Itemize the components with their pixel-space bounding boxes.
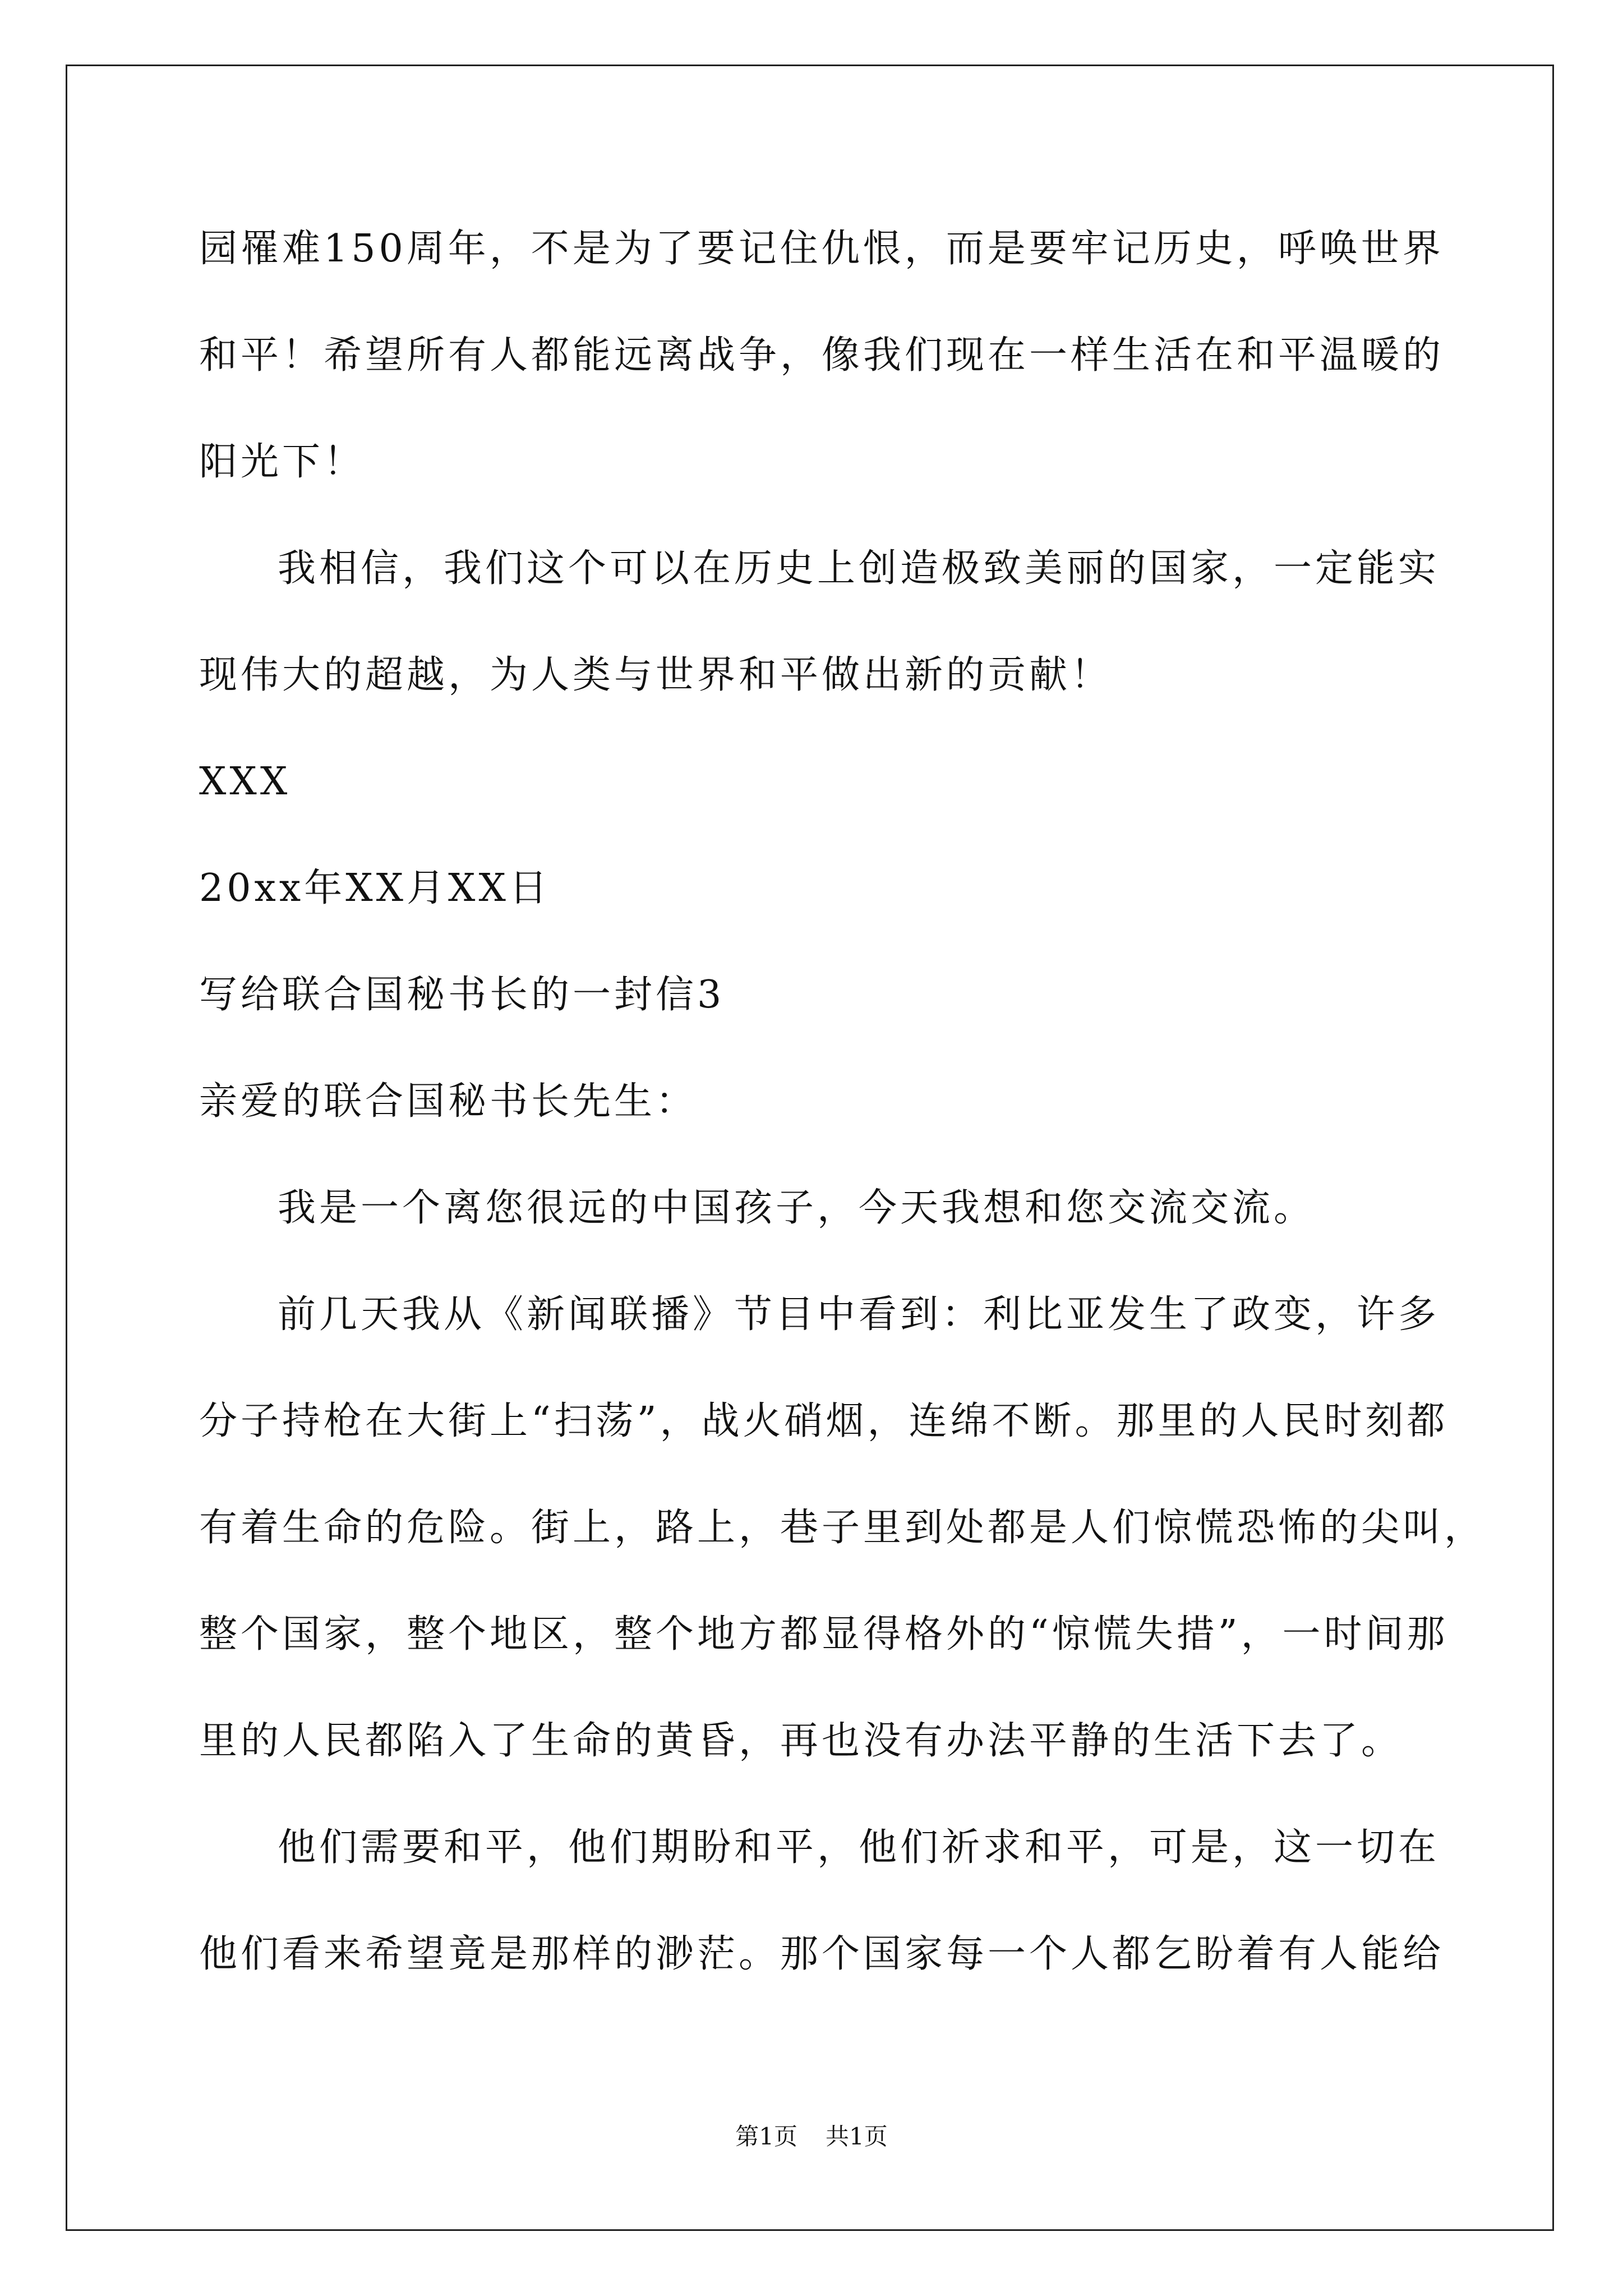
text-line: 里的人民都陷入了生命的黄昏，再也没有办法平静的生活下去了。 xyxy=(199,1719,1403,1763)
text-line: 园罹难150周年，不是为了要记住仇恨，而是要牢记历史，呼唤世界 xyxy=(199,227,1444,271)
salutation: 亲爱的联合国秘书长先生： xyxy=(199,1079,698,1124)
text-line: 他们看来希望竟是那样的渺茫。那个国家每一个人都乞盼着有人能给 xyxy=(199,1932,1445,1976)
page-border xyxy=(66,65,1554,2231)
text-line: 现伟大的超越，为人类与世界和平做出新的贡献！ xyxy=(199,653,1113,697)
text-line: 有着生命的危险。街上，路上，巷子里到处都是人们惊慌恐怖的尖叫， xyxy=(199,1506,1486,1550)
paragraph-line: 我是一个离您很远的中国孩子，今天我想和您交流交流。 xyxy=(278,1186,1316,1230)
text-line: 整个国家，整个地区，整个地方都显得格外的“惊慌失措”，一时间那 xyxy=(199,1612,1449,1657)
signature-date: 20xx年XX月XX日 xyxy=(199,866,551,910)
signature-name: XXX xyxy=(199,760,291,804)
page-footer xyxy=(0,2125,1623,2148)
paragraph-line: 他们需要和平，他们期盼和平，他们祈求和平，可是，这一切在 xyxy=(278,1825,1440,1870)
text-line: 和平！希望所有人都能远离战争，像我们现在一样生活在和平温暖的 xyxy=(199,333,1445,378)
letter-heading: 写给联合国秘书长的一封信3 xyxy=(199,973,725,1017)
text-line: 分子持枪在大街上“扫荡”，战火硝烟，连绵不断。那里的人民时刻都 xyxy=(199,1399,1449,1443)
text-line: 阳光下！ xyxy=(199,440,366,484)
paragraph-line: 前几天我从《新闻联播》节目中看到：利比亚发生了政变，许多 xyxy=(278,1292,1440,1337)
page-number: 第1页 xyxy=(735,2123,797,2150)
paragraph-line: 我相信，我们这个可以在历史上创造极致美丽的国家，一定能实 xyxy=(278,546,1440,591)
page-total: 共1页 xyxy=(826,2123,888,2150)
